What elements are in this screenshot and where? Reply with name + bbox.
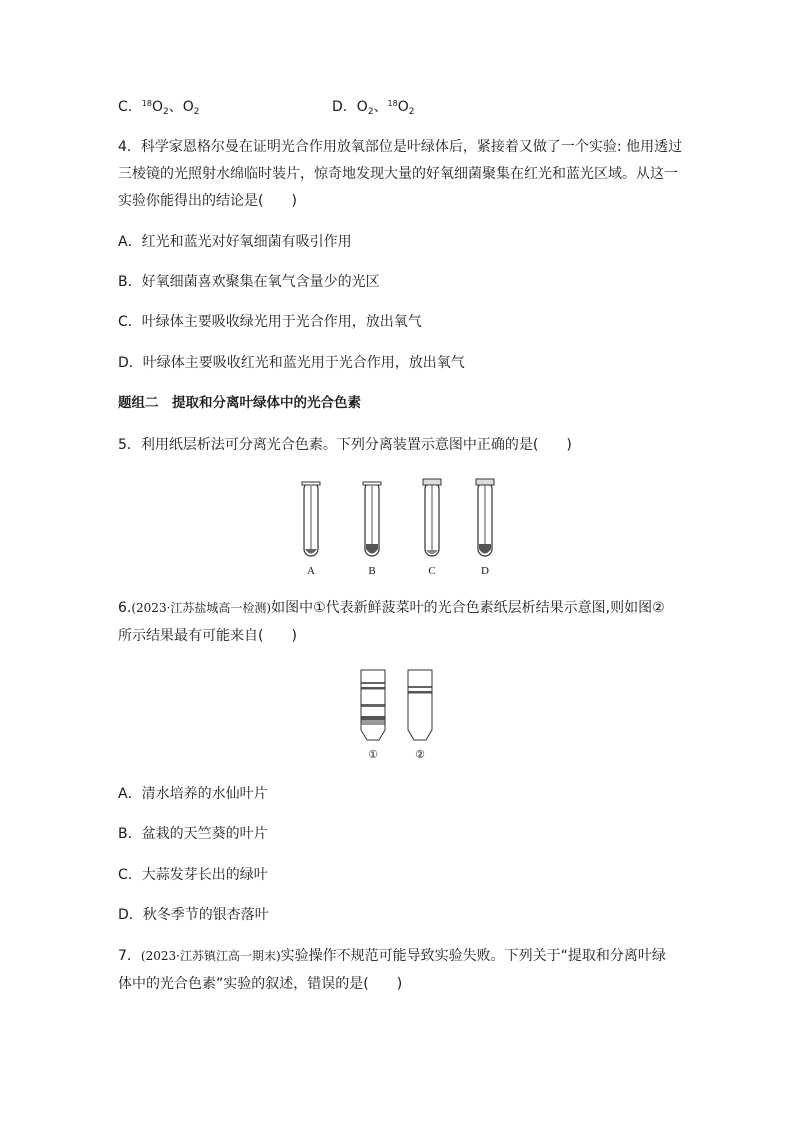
q6-stem-line-2: 所示结果最有可能来自( ) (118, 628, 297, 644)
strip-1 (361, 670, 385, 740)
tube-label-b: B (368, 565, 376, 577)
strip-2 (408, 670, 432, 740)
q4-option-c: C．叶绿体主要吸收绿光用于光合作用，放出氧气 (118, 314, 422, 330)
strip-label-2: ② (415, 749, 425, 761)
strip-label-1: ① (368, 749, 378, 761)
q5-stem: 5．利用纸层析法可分离光合色素。下列分离装置示意图中正确的是( ) (118, 437, 572, 453)
tube-d (476, 479, 494, 556)
tube-b (363, 482, 381, 556)
q6-option-a: A．清水培养的水仙叶片 (118, 786, 268, 802)
q6-option-b: B．盆栽的天竺葵的叶片 (118, 826, 268, 842)
q4-stem-line-1: 4．科学家恩格尔曼在证明光合作用放氧部位是叶绿体后，紧接着又做了一个实验: 他用透过 (118, 139, 683, 155)
q6-stem-line-1: 6.(2023·江苏盐城高一检测)如图中①代表新鲜菠菜叶的光合色素纸层析结果示意图,则如图② (118, 600, 665, 616)
tube-a (302, 482, 320, 556)
q4-option-a: A．红光和蓝光对好氧细菌有吸引作用 (118, 234, 352, 250)
q5-tubes-figure (290, 478, 510, 580)
q7-stem-line-2: 体中的光合色素”实验的叙述，错误的是( ) (118, 976, 403, 992)
q4-option-b: B．好氧细菌喜欢聚集在氧气含量少的光区 (118, 274, 380, 290)
q3-option-d: D．$O_2$、$^{18}O_2$ (332, 99, 415, 117)
tube-label-c: C (428, 565, 436, 577)
tube-c (423, 479, 441, 556)
q6-option-c: C．大蒜发芽长出的绿叶 (118, 867, 268, 883)
q6-option-d: D．秋冬季节的银杏落叶 (118, 907, 269, 923)
q7-source: (2023·江苏镇江高一期末) (140, 949, 281, 963)
q4-stem-line-3: 实验你能得出的结论是( ) (118, 193, 297, 209)
q3-option-c: C．$^{18}O_2$、$O_2$ (118, 99, 200, 117)
group2-heading: 题组二 提取和分离叶绿体中的光合色素 (118, 395, 361, 411)
q4-option-d: D．叶绿体主要吸收红光和蓝光用于光合作用，放出氧气 (118, 355, 465, 371)
tube-label-d: D (481, 565, 489, 577)
q4-stem-line-2: 三棱镜的光照射水绵临时装片，惊奇地发现大量的好氧细菌聚集在红光和蓝光区域。从这一 (118, 166, 678, 182)
tube-label-a: A (307, 565, 315, 577)
q7-stem-line-1: 7．(2023·江苏镇江高一期末)实验操作不规范可能导致实验失败。下列关于“提取和分离叶绿 (118, 948, 666, 964)
q6-strips-figure (356, 668, 436, 764)
q6-source: (2023·江苏盐城高一检测) (131, 601, 272, 615)
